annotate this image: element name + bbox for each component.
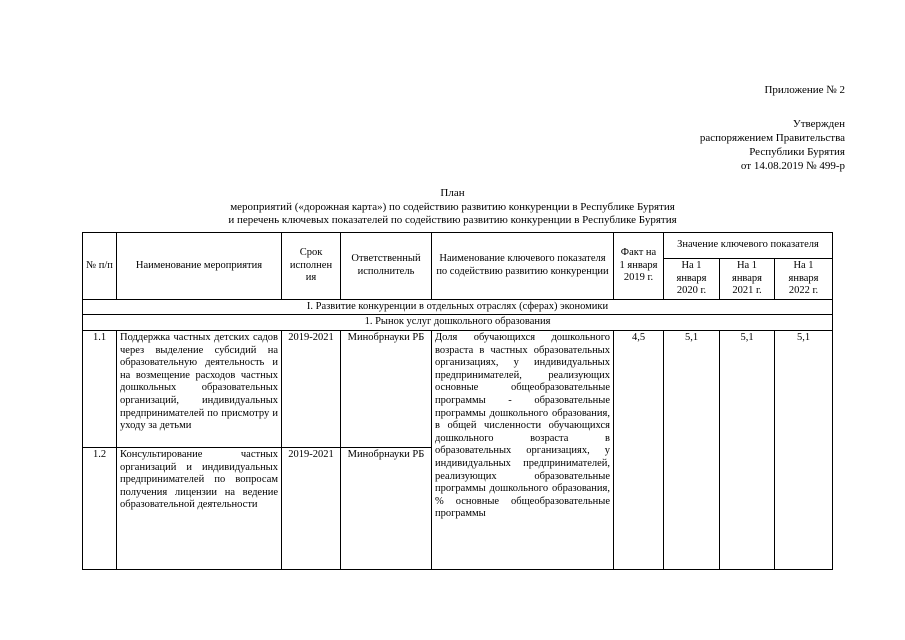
approval-line: Утвержден: [792, 118, 845, 130]
term-cell: 2019-2021: [282, 330, 341, 447]
term-cell: 2019-2021: [282, 447, 341, 569]
executor-cell: Минобрнауки РБ: [341, 330, 432, 447]
header-num: № п/п: [83, 233, 117, 300]
executor-cell: Минобрнауки РБ: [341, 447, 432, 569]
header-term: Срок исполнен ия: [282, 233, 341, 300]
value-2021: 5,1: [720, 330, 775, 569]
row-number: 1.2: [83, 447, 117, 569]
value-2020: 5,1: [664, 330, 720, 569]
fact-value: 4,5: [614, 330, 664, 569]
header-indicator: Наименование ключевого показателя по содействию развитию конкуренции: [432, 233, 614, 300]
approval-line: Республики Бурятия: [749, 146, 845, 158]
document-title: [0, 187, 905, 228]
header-measure: Наименование мероприятия: [117, 233, 282, 300]
appendix-number: Приложение № 2: [764, 84, 845, 96]
value-2022: 5,1: [775, 330, 833, 569]
measure-cell: Консультирование частных организаций и индивидуальных предпринимателей по вопросам получения лицензии на ведение образовательной деятельности: [117, 447, 282, 569]
title-line: План: [440, 187, 465, 199]
header-2022: На 1 января 2022 г.: [775, 259, 833, 300]
header-executor: Ответственный исполнитель: [341, 233, 432, 300]
plan-table: [82, 232, 833, 570]
measure-cell: Поддержка частных детских садов через выделение субсидий на образовательную деятельность и на возмещение расходов частных дошкольных образовательных организаций, индивидуальных предпринимателей по присмотру и уходу за детьми: [117, 330, 282, 447]
approval-block: [700, 117, 845, 173]
section-heading: I. Развитие конкуренции в отдельных отраслях (сферах) экономики: [83, 299, 833, 315]
subsection-heading: 1. Рынок услуг дошкольного образования: [83, 315, 833, 331]
row-number: 1.1: [83, 330, 117, 447]
header-2020: На 1 января 2020 г.: [664, 259, 720, 300]
header-2021: На 1 января 2021 г.: [720, 259, 775, 300]
title-line: мероприятий («дорожная карта») по содействию развитию конкуренции в Республике Бурятия: [230, 200, 675, 213]
approval-line: от 14.08.2019 № 499-р: [740, 160, 845, 172]
title-line: и перечень ключевых показателей по содействию развитию конкуренции в Республике Бурятия: [228, 214, 677, 226]
header-fact: Факт на 1 января 2019 г.: [614, 233, 664, 300]
header-value-group: Значение ключевого показателя: [664, 233, 833, 259]
indicator-cell: Доля обучающихся дошкольного возраста в частных образовательных организациях, у индивидуальных предпринимателей, реализующих основные общеобразовательные программы - образовательные программы дошкольного образования, в общей численности обучающихся дошкольного возраста в образовательных организациях, у индивидуальных предпринимателей, реализующих образовательные программы дошкольного образования, % основные общеобразовательные программы: [432, 330, 614, 569]
approval-line: распоряжением Правительства: [699, 132, 845, 144]
